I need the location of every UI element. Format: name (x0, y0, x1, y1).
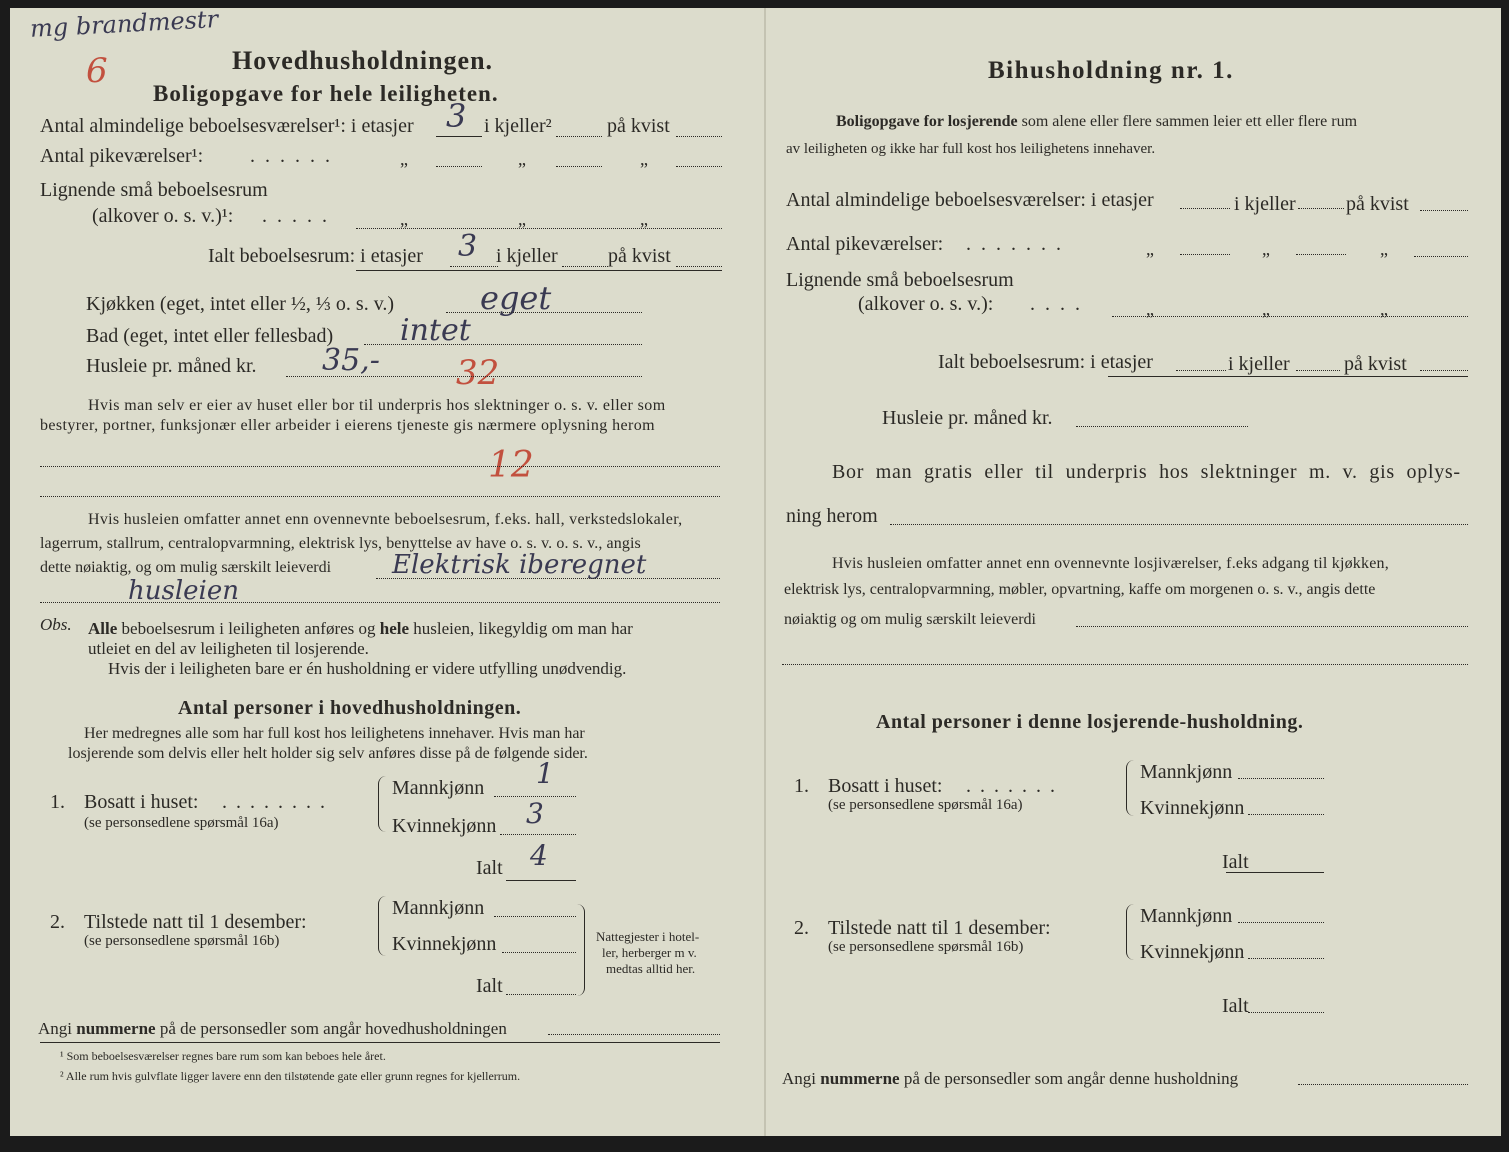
bath-value[interactable]: intet (400, 313, 471, 348)
right-maid-rooms-label: Antal pikeværelser: (786, 233, 944, 255)
obs-line-3: Hvis der i leiligheten bare er én husholdning er videre utfylling unødvendig. (108, 659, 627, 678)
owner-note-answer-line-2 (40, 496, 720, 497)
small-rooms-ditto-1: „ (400, 209, 408, 229)
left-angi-line (38, 1020, 507, 1037)
right-q1-male-line (1238, 778, 1324, 779)
right-page-title: Bihusholdning nr. 1. (988, 57, 1234, 84)
left-angi-nummerne: nummerne (76, 1019, 156, 1038)
maid-rooms-attic-line (556, 166, 602, 167)
right-q2-total-label: Ialt (1222, 995, 1249, 1017)
rent-includes-answer-line-2 (40, 602, 720, 603)
right-includes-line-1: Hvis husleien omfatter annet enn ovennevnte losjiværelser, f.eks adgang til kjøkken, (832, 555, 1389, 572)
right-rooms-regular-attic-line (1420, 210, 1468, 211)
right-free-rent-answer-line (890, 524, 1468, 525)
right-maid-ditto-1: „ (1146, 239, 1154, 259)
q2-right-brace (574, 904, 585, 996)
rent-label: Husleie pr. måned kr. (86, 355, 257, 377)
right-rent-label: Husleie pr. måned kr. (882, 407, 1053, 429)
bath-label: Bad (eget, intet eller fellesbad) (86, 325, 334, 347)
small-rooms-label-2: (alkover o. s. v.)¹: (92, 205, 234, 227)
q2-male-label: Mannkjønn (392, 897, 485, 919)
maid-rooms-ditto-1: „ (400, 149, 408, 169)
right-intro-bold: Boligopgave for losjerende (836, 113, 1018, 130)
right-small-rooms-dots: .... (1030, 293, 1090, 315)
right-maid-line-1 (1180, 254, 1230, 255)
right-intro-line-2: av leiligheten og ikke har full kost hos leilighetens innehaver. (786, 141, 1156, 157)
small-rooms-line (356, 228, 722, 229)
q2-total-label: Ialt (476, 975, 503, 997)
rent-includes-line-1: Hvis husleien omfatter annet enn ovennevnte beboelsesrum, f.eks. hall, verkstedslokaler, (88, 511, 683, 528)
right-total-basement-line (1296, 370, 1340, 371)
right-includes-line-2: elektrisk lys, centralopvarmning, møbler, opvartning, kaffe om morgenen o. s. v., angis dette (784, 581, 1376, 598)
obs-text-a: beboelsesrum i leiligheten anføres og (121, 619, 376, 638)
total-rooms-label: Ialt beboelsesrum: i etasjer (208, 245, 423, 267)
maid-rooms-dots: ...... (250, 145, 340, 167)
night-guests-note-3: medtas alltid her. (606, 961, 696, 976)
total-rooms-floors-value[interactable]: 3 (458, 229, 478, 264)
footnote-2: ² Alle rum hvis gulvflate ligger lavere enn den tilstøtende gate eller grunn regnes for kjellerrum. (60, 1069, 521, 1083)
rooms-regular-basement-line (556, 136, 602, 137)
total-rooms-floors-line (450, 266, 498, 267)
right-q2-female-label: Kvinnekjønn (1140, 941, 1245, 963)
left-page-subtitle: Boligopgave for hele leiligheten. (153, 81, 499, 106)
total-rooms-basement-label: i kjeller (496, 245, 558, 267)
right-q1-label: Bosatt i huset: (828, 775, 943, 797)
right-total-attic-label: på kvist (1344, 353, 1407, 375)
right-q1-female-line (1248, 814, 1324, 815)
right-small-ditto-3: „ (1380, 299, 1388, 319)
left-angi-c: på de personsedler som angår hovedhusholdningen (159, 1019, 507, 1038)
q1-dots: ........ (222, 791, 334, 813)
q1-sub: (se personsedlene spørsmål 16a) (84, 815, 279, 831)
right-total-floors-line (1176, 370, 1226, 371)
right-rent-line (1076, 426, 1248, 427)
q1-brace (378, 776, 389, 832)
right-angi-nummerne: nummerne (820, 1069, 900, 1088)
q1-male-value[interactable]: 1 (536, 757, 554, 790)
right-small-rooms-label-2: (alkover o. s. v.): (858, 293, 994, 315)
persons-intro-line-2: losjerende som delvis eller helt holder sig selv anføres disse på de følgende sider. (68, 745, 588, 762)
q1-label: Bosatt i huset: (84, 791, 199, 813)
owner-note-line-2: bestyrer, portner, funksjonær eller arbeider i eierens tjeneste gis nærmere oplysning herom (40, 417, 655, 434)
q1-female-line (500, 834, 576, 835)
right-small-rooms-line (1112, 316, 1468, 317)
maid-rooms-basement-line (436, 166, 482, 167)
obs-hele: hele (379, 619, 410, 638)
right-angi-c: på de personsedler som angår denne husholdning (903, 1069, 1239, 1088)
small-rooms-dots: ..... (262, 205, 337, 227)
right-angi-a: Angi (782, 1069, 816, 1088)
right-total-attic-line (1420, 370, 1468, 371)
right-total-basement-label: i kjeller (1228, 353, 1290, 375)
right-rooms-regular-basement-line (1298, 208, 1344, 209)
right-maid-rooms-dots: ....... (966, 233, 1071, 255)
right-angi-line (782, 1070, 1238, 1087)
q2-number: 2. (50, 911, 65, 933)
right-angi-answer-line (1298, 1084, 1468, 1085)
night-guests-note-1: Nattegjester i hotel- (596, 929, 700, 944)
night-guests-note-2: ler, herberger m v. (602, 945, 697, 960)
small-rooms-ditto-2: „ (518, 209, 526, 229)
owner-note-line-1: Hvis man selv er eier av huset eller bor til underpris hos slektninger o. s. v. eller som (88, 397, 666, 414)
obs-label: Obs. (40, 615, 72, 634)
maid-rooms-ditto-3: „ (640, 149, 648, 169)
right-intro-line-1 (836, 114, 1357, 130)
q2-sub: (se personsedlene spørsmål 16b) (84, 933, 280, 949)
left-angi-answer-line (548, 1034, 720, 1035)
obs-alle: Alle (88, 619, 118, 638)
kitchen-value[interactable]: eget (480, 279, 552, 317)
rooms-regular-floors-line (436, 136, 482, 137)
right-free-rent-line-2: ning herom (786, 505, 878, 527)
rooms-regular-attic-line (676, 136, 722, 137)
rooms-regular-label: Antal almindelige beboelsesværelser¹: i etasjer (40, 115, 414, 137)
small-rooms-label-1: Lignende små beboelsesrum (40, 179, 268, 201)
total-rooms-attic-label: på kvist (608, 245, 671, 267)
total-rooms-attic-line (676, 266, 722, 267)
right-q1-dots: ....... (966, 775, 1064, 797)
right-q2-female-line (1248, 958, 1324, 959)
q1-total-line (506, 880, 576, 881)
right-small-ditto-1: „ (1146, 299, 1154, 319)
right-q1-total-line (1226, 872, 1324, 873)
rooms-regular-basement-label: i kjeller² (484, 115, 552, 137)
right-maid-line-3 (1414, 256, 1468, 257)
maid-rooms-label: Antal pikeværelser¹: (40, 145, 204, 167)
right-q2-total-line (1248, 1012, 1324, 1013)
q2-female-label: Kvinnekjønn (392, 933, 497, 955)
maid-rooms-extra-line (676, 166, 722, 167)
right-q2-brace (1126, 904, 1137, 960)
right-rooms-regular-attic-label: på kvist (1346, 193, 1409, 215)
obs-line-2: utleiet en del av leiligheten til losjerende. (88, 639, 369, 658)
persons-section-title: Antal personer i hovedhusholdningen. (178, 697, 522, 719)
right-maid-line-2 (1296, 254, 1346, 255)
rooms-regular-floors-value[interactable]: 3 (446, 97, 467, 135)
owner-note-answer-line-1 (40, 466, 720, 467)
q2-female-line (502, 952, 576, 953)
rent-includes-value-1[interactable]: Elektrisk iberegnet (392, 550, 647, 580)
left-angi-a: Angi (38, 1019, 72, 1038)
rent-includes-value-2[interactable]: husleien (128, 576, 239, 606)
page-fold (764, 8, 766, 1136)
right-small-rooms-label-1: Lignende små beboelsesrum (786, 269, 1014, 291)
rent-line (286, 376, 642, 377)
small-rooms-ditto-3: „ (640, 209, 648, 229)
right-includes-answer-line-2 (782, 664, 1468, 665)
right-total-rooms-label: Ialt beboelsesrum: i etasjer (938, 351, 1153, 373)
q1-total-label: Ialt (476, 857, 503, 879)
q2-male-line (494, 916, 576, 917)
rent-includes-answer-line-1 (376, 578, 720, 579)
obs-line-1 (88, 620, 633, 637)
right-maid-ditto-2: „ (1262, 239, 1270, 259)
right-q1-female-label: Kvinnekjønn (1140, 797, 1245, 819)
q1-female-value[interactable]: 3 (526, 797, 544, 830)
total-rooms-basement-line (562, 266, 608, 267)
footnote-1: ¹ Som beboelsesværelser regnes bare rum som kan beboes hele året. (60, 1049, 386, 1063)
q2-label: Tilstede natt til 1 desember: (84, 911, 307, 933)
right-includes-answer-line-1 (1076, 626, 1468, 627)
kitchen-line (446, 312, 642, 313)
handwritten-number-red: 6 (86, 51, 108, 91)
right-intro-text: som alene eller flere sammen leier ett eller flere rum (1021, 113, 1358, 130)
rooms-regular-attic-label: på kvist (607, 115, 670, 137)
right-q2-male-label: Mannkjønn (1140, 905, 1233, 927)
bath-line (364, 344, 642, 345)
obs-text-b: husleien, likegyldig om man har (413, 619, 633, 638)
right-q2-sub: (se personsedlene spørsmål 16b) (828, 939, 1024, 955)
right-q1-sub: (se personsedlene spørsmål 16a) (828, 797, 1023, 813)
right-q1-brace (1126, 760, 1137, 816)
right-rooms-regular-label: Antal almindelige beboelsesværelser: i etasjer (786, 189, 1154, 211)
right-q1-number: 1. (794, 775, 809, 797)
rent-includes-line-2: lagerrum, stallrum, centralopvarmning, elektrisk lys, benyttelse av have o. s. v. o. s. v., angis (40, 535, 641, 552)
q2-brace (378, 896, 389, 956)
rent-value[interactable]: 35,- (322, 343, 380, 378)
left-page-title: Hovedhusholdningen. (232, 46, 494, 75)
right-persons-section-title: Antal personer i denne losjerende-husholdning. (876, 711, 1304, 733)
right-rooms-regular-basement-label: i kjeller (1234, 193, 1296, 215)
q1-male-label: Mannkjønn (392, 777, 485, 799)
footnote-rule (40, 1042, 720, 1043)
q2-total-line (506, 994, 576, 995)
right-q1-male-label: Mannkjønn (1140, 761, 1233, 783)
right-maid-ditto-3: „ (1380, 239, 1388, 259)
red-number-12: 12 (488, 445, 534, 486)
right-free-rent-line-1: Bor man gratis eller til underpris hos slektninger m. v. gis oplys- (832, 461, 1461, 483)
handwritten-note: mg brandmestr (29, 5, 219, 43)
right-q2-male-line (1238, 922, 1324, 923)
right-q1-total-label: Ialt (1222, 851, 1249, 873)
right-q2-label: Tilstede natt til 1 desember: (828, 917, 1051, 939)
kitchen-label: Kjøkken (eget, intet eller ½, ⅓ o. s. v.) (86, 293, 395, 315)
right-small-ditto-2: „ (1262, 299, 1270, 319)
persons-intro-line-1: Her medregnes alle som har full kost hos leilighetens innehaver. Hvis man har (84, 725, 585, 742)
q1-female-label: Kvinnekjønn (392, 815, 497, 837)
rent-value-red-correction: 32 (456, 353, 500, 393)
rent-includes-line-3: dette nøiaktig, og om mulig særskilt leieverdi (40, 559, 332, 576)
q1-number: 1. (50, 791, 65, 813)
right-q2-number: 2. (794, 917, 809, 939)
right-total-underline (1108, 376, 1468, 377)
q1-total-value[interactable]: 4 (530, 839, 548, 872)
maid-rooms-ditto-2: „ (518, 149, 526, 169)
right-includes-line-3: nøiaktig og om mulig særskilt leieverdi (784, 611, 1036, 628)
right-rooms-regular-floors-line (1180, 208, 1230, 209)
total-rooms-underline (356, 270, 722, 271)
